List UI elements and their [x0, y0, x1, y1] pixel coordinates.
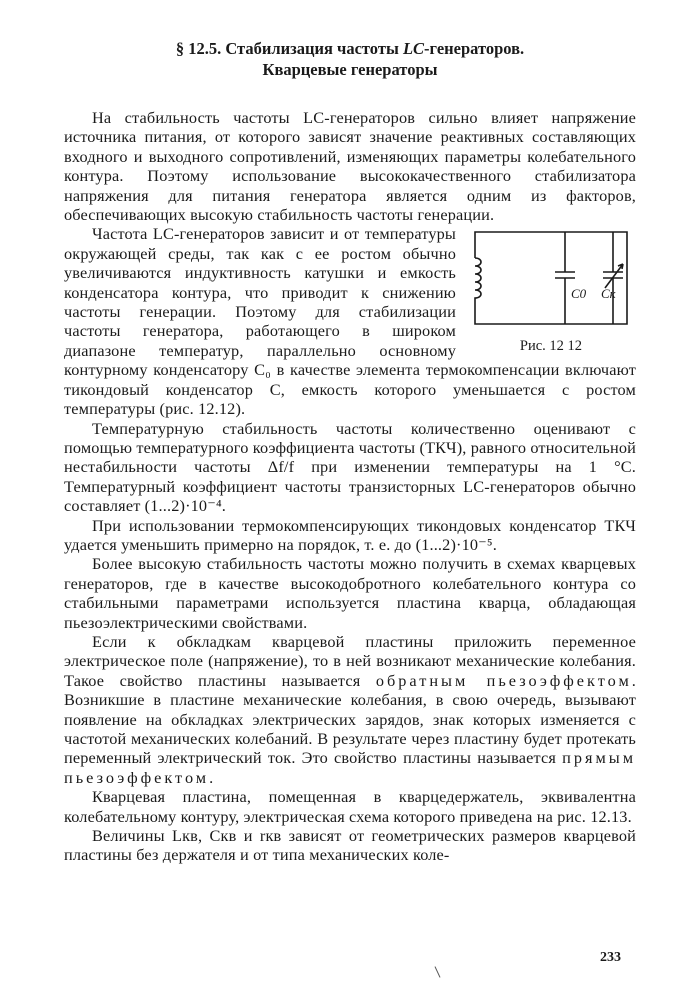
page-content [64, 38, 636, 865]
paragraph-1: На стабильность частоты LC-генераторов сильно влияет напряжение источника питания, от которого зависят значение реактивных составляющих входного и выходного сопротивлений, изменяющих параметры колебательного контура. Поэтому использование высококачественного стабилизатора напряжения для питания генератора является одним из факторов, обеспечивающих высокую стабильность частоты генерации. [64, 108, 636, 225]
term-reverse-piezo: обратным пьезоэффектом [375, 670, 632, 690]
paragraph-3: Температурную стабильность частоты количественно оценивают с помощью температурного коэффициента частоты (ТКЧ), равного относительной нестабильности частоты Δf/f при изменении температуры на 1 °С. Температурный коэффициент частоты транзисторных LC-генераторов обычно составляет (1...2)·10⁻⁴. [64, 418, 636, 516]
label-ck: Cк [601, 286, 616, 302]
figure-caption: Рис. 12 12 [519, 338, 583, 355]
heading-line1-b: -генераторов. [424, 39, 525, 58]
section-heading [64, 38, 636, 80]
heading-line1-lc: LC [402, 39, 425, 58]
paragraph-4: При использовании термокомпенсирующих тикондовых конденсатор ТКЧ удается уменьшить примерно на порядок, т. е. до (1...2)·10⁻⁵. [64, 515, 636, 554]
heading-line2: Кварцевые генераторы [262, 60, 438, 79]
p6-part-c: . [209, 767, 214, 787]
paragraph-7: Кварцевая пластина, помещенная в кварцедержатель, эквивалентна колебательному контуру, электрическая схема которого приведена на рис. 12.13. [64, 787, 636, 826]
variable-arrow [605, 264, 623, 288]
term-direct-piezo: прямым пьезоэффектом [64, 748, 636, 787]
capacitor-c0 [555, 232, 575, 324]
p6-part-a: Если к обкладкам кварцевой пластины приложить переменное электрическое поле (напряжение), то в ней возникают механические колебания. Такое свойство пластины называется [64, 631, 636, 690]
heading-line1-a: § 12.5. Стабилизация частоты [175, 39, 403, 58]
page-number: 233 [600, 950, 621, 965]
figure-12-12 [466, 224, 636, 355]
p6-part-b: . Возникшие в пластине механические колебания, в свою очередь, вызывают появление на обкладках электрических зарядов, знак которых изменяется с частотой механических колебаний. В результате через пластину будет протекать переменный электрический ток. Это свойство пластины называется [64, 670, 636, 768]
paragraph-8: Величины Lкв, Cкв и rкв зависят от геометрических размеров кварцевой пластины без держателя и от типа механических коле- [64, 826, 636, 865]
paragraph-2: Частота LC-генераторов зависит и от температуры окружающей среды, так как с ее ростом обычно увеличиваются индуктивность катушки и емкость конденсатора контура, что приводит к снижению частоты генерации. Поэтому для стабилизации частоты генератора, работающего в широком диапазоне температур, параллельно основному контурному конденсатору C₀ в качестве элемента термокомпенсации включают тикондовый конденсатор C, емкость которого уменьшается с ростом температуры (рис. 12.12). [64, 224, 636, 419]
stray-mark [435, 966, 441, 977]
paragraph-5: Более высокую стабильность частоты можно получить в схемах кварцевых генераторов, где в качестве высокодобротного колебательного контура со стабильными параметрами используется пластина кварца, обладающая пьезоэлектрическими свойствами. [64, 554, 636, 632]
paragraph-6 [64, 632, 636, 787]
circuit-diagram [471, 228, 631, 328]
label-c0: C0 [571, 286, 587, 302]
